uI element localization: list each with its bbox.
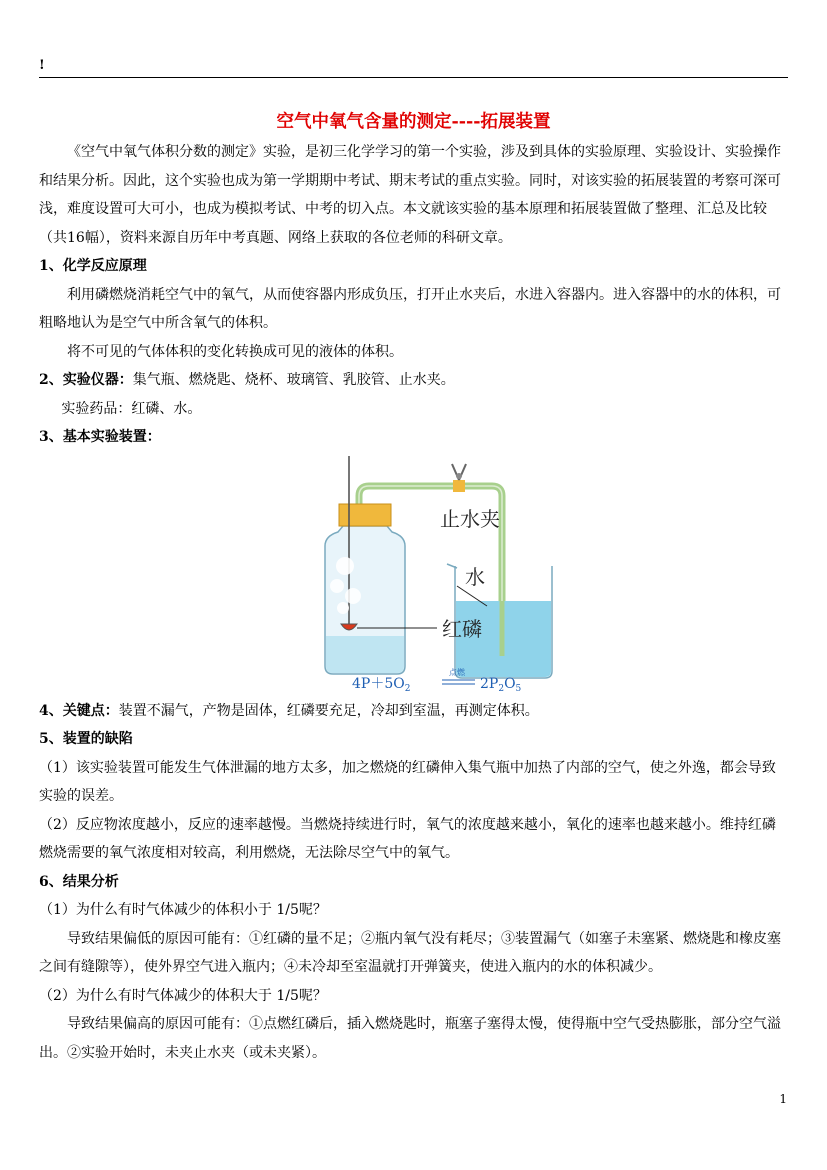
- section-6-answer-2: 导致结果偏高的原因可能有：①点燃红磷后，插入燃烧匙时，瓶塞子塞得太慢，使得瓶中空气受热膨胀，部分空气溢出。②实验开始时，未夹止水夹（或未夹紧）。: [39, 1016, 781, 1061]
- document-body: [39, 108, 788, 1067]
- section-2-paragraph-2: 实验药品：红磷、水。: [61, 400, 202, 417]
- section-5-paragraph-1: （1）该实验装置可能发生气体泄漏的地方太多，加之燃烧的红磷伸入集气瓶中加热了内部的空气，使之外逸，都会导致实验的误差。: [39, 759, 776, 804]
- clamp-body: [453, 480, 465, 492]
- label-phosphorus: 红磷: [442, 616, 482, 641]
- section-4-heading: 4、关键点：: [39, 702, 119, 719]
- section-1-paragraph-1: 利用磷燃烧消耗空气中的氧气，从而使容器内形成负压，打开止水夹后，水进入容器内。进入容器中的水的体积，可粗略地认为是空气中所含氧气的体积。: [39, 286, 781, 331]
- section-6-heading: 6、结果分析: [39, 873, 119, 890]
- section-2-heading: 2、实验仪器：: [39, 372, 133, 388]
- section-5-paragraph-2: （2）反应物浓度越小，反应的速率越慢。当燃烧持续进行时，氧气的浓度越来越小，氧化的速率也越来越小。维持红磷燃烧需要的氧气浓度相对较高，利用燃烧，无法除尽空气中的氧气。: [39, 816, 776, 861]
- bottle-water: [326, 636, 404, 673]
- section-5-heading: 5、装置的缺陷: [39, 731, 133, 747]
- section-6-question-2: （2）为什么有时气体减少的体积大于 1/5呢？: [39, 987, 327, 1004]
- label-clamp: 止水夹: [440, 506, 500, 531]
- section-3-heading: 3、基本实验装置：: [39, 429, 161, 445]
- apparatus-diagram: [307, 456, 557, 696]
- apparatus-figure: [39, 452, 788, 697]
- label-water: 水: [465, 564, 485, 589]
- section-1-paragraph-2: 将不可见的气体体积的变化转换成可见的液体的体积。: [67, 343, 403, 360]
- section-6-answer-1: 导致结果偏低的原因可能有：①红磷的量不足；②瓶内氧气没有耗尽；③装置漏气（如塞子未塞紧、燃烧匙和橡皮塞之间有缝隙等），使外界空气进入瓶内；④未冷却至室温就打开弹簧夹，使进入瓶内的水的体积减少。: [39, 930, 781, 975]
- section-2-line: [39, 366, 788, 395]
- equation-right: $2P_2O_5$: [480, 675, 522, 694]
- document-title: 空气中氧气含量的测定----拓展装置: [276, 112, 551, 132]
- page-number: 1: [779, 1092, 787, 1106]
- equation-left: $4P+5O_2$: [352, 675, 411, 694]
- intro-paragraph: 《空气中氧气体积分数的测定》实验，是初三化学学习的第一个实验，涉及到具体的实验原理、实验设计、实验操作和结果分析。因此，这个实验也成为第一学期期中考试、期末考试的重点实验。同时，对该实验的拓展装置的考察可深可浅，难度设置可大可小，也成为模拟考试、中考的切入点。本文就该实验的基本原理和拓展装置做了整理、汇总及比较（共16幅），资料来源自历年中考真题、网络上获取的各位老师的科研文章。: [39, 144, 781, 246]
- section-6-question-1: （1）为什么有时气体减少的体积小于 1/5呢？: [39, 902, 327, 918]
- section-1-heading: 1、化学反应原理: [39, 258, 147, 274]
- header-rule: [39, 77, 788, 78]
- clamp-pivot: [456, 473, 462, 479]
- equation-condition: 点燃: [449, 667, 465, 677]
- section-2-text: 集气瓶、燃烧匙、烧杯、玻璃管、乳胶管、止水夹。: [132, 372, 455, 388]
- header-mark: !: [39, 58, 45, 73]
- section-4-line: [39, 697, 788, 726]
- section-4-text: 装置不漏气，产物是固体，红磷要充足，冷却到室温，再测定体积。: [118, 702, 539, 719]
- rubber-stopper: [339, 504, 391, 526]
